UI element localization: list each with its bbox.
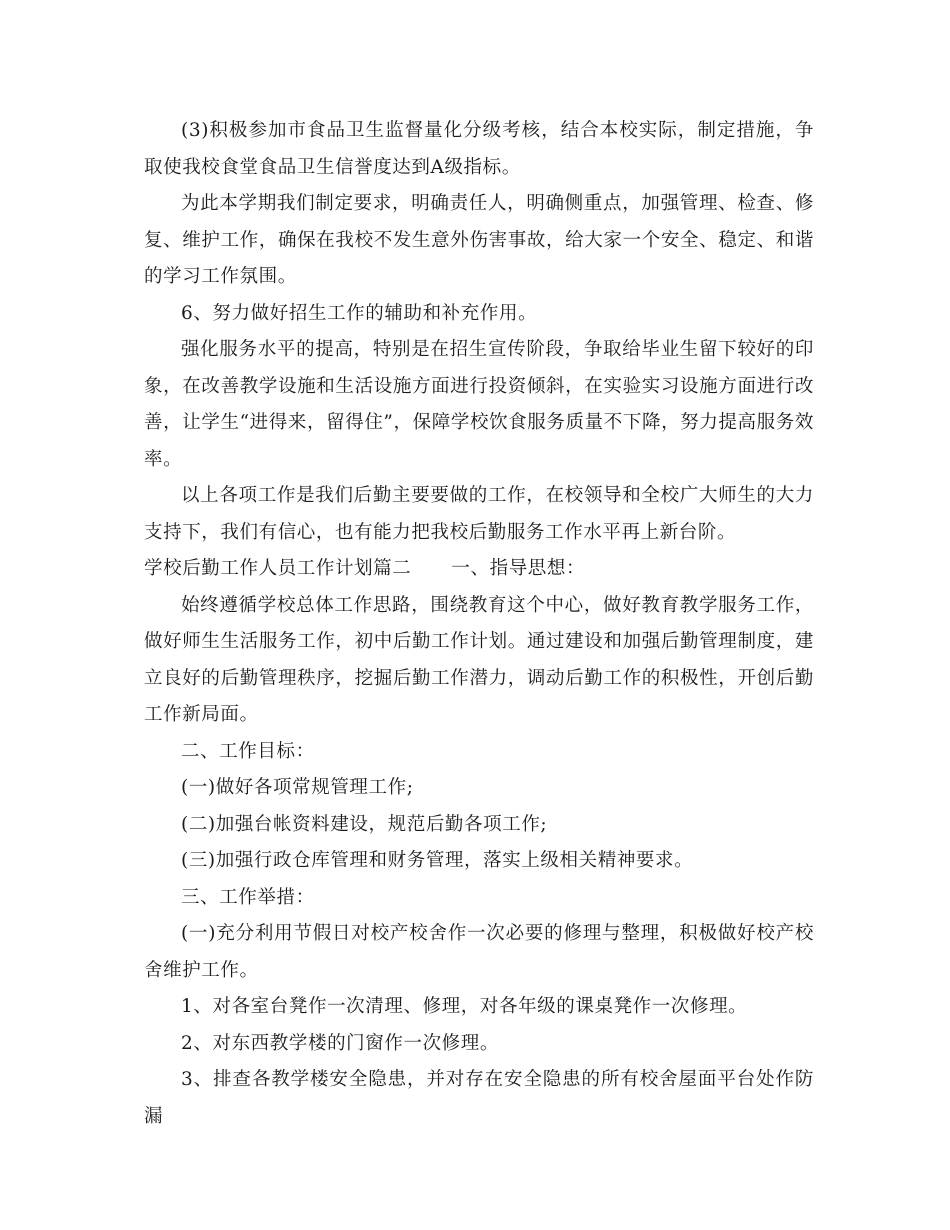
paragraph: 为此本学期我们制定要求，明确责任人，明确侧重点，加强管理、检查、修复、维护工作，确保在我校不发生意外伤害事故，给大家一个安全、稳定、和谐的学习工作氛围。 [144, 193, 814, 287]
paragraph: (一)充分利用节假日对校产校舍作一次必要的修理与整理，积极做好校产校舍维护工作。 [144, 923, 814, 981]
list-item: 3、排查各教学楼安全隐患，并对存在安全隐患的所有校舍屋面平台处作防漏 [144, 1069, 814, 1127]
paragraph: 以上各项工作是我们后勤主要要做的工作，在校领导和全校广大师生的大力支持下，我们有信心，也有能力把我校后勤服务工作水平再上新台阶。 [144, 485, 814, 543]
section-heading: 一、指导思想： [451, 558, 586, 579]
heading-goals: 二、工作目标： [181, 740, 315, 762]
paragraph: 6、努力做好招生工作的辅助和补充作用。 [181, 302, 538, 324]
list-item: 1、对各室台凳作一次清理、修理，对各年级的课桌凳作一次修理。 [181, 996, 748, 1017]
paragraph: 始终遵循学校总体工作思路，围绕教育这个中心，做好教育教学服务工作，做好师生生活服务工作，初中后勤工作计划。通过建设和加强后勤管理制度，建立良好的后勤管理秩序，挖掘后勤工作潜力，调动后勤工作的积极性，开创后勤工作新局面。 [144, 594, 814, 725]
paragraph: (3)积极参加市食品卫生监督量化分级考核，结合本校实际，制定措施，争取使我校食堂食品卫生信誉度达到A级指标。 [144, 120, 814, 178]
list-item: (二)加强台帐资料建设，规范后勤各项工作; [181, 813, 548, 835]
section-title: 学校后勤工作人员工作计划篇二 [144, 558, 412, 579]
list-item: (一)做好各项常规管理工作; [181, 777, 414, 798]
section-title-line [144, 551, 814, 588]
document-body [144, 113, 814, 1135]
list-item: (三)加强行政仓库管理和财务管理，落实上级相关精神要求。 [181, 850, 694, 871]
heading-measures: 三、工作举措： [181, 886, 315, 908]
paragraph: 强化服务水平的提高，特别是在招生宣传阶段，争取给毕业生留下较好的印象，在改善教学设施和生活设施方面进行投资倾斜，在实验实习设施方面进行改善，让学生“进得来，留得住”，保障学校饮食服务质量不下降，努力提高服务效率。 [144, 339, 814, 470]
list-item: 2、对东西教学楼的门窗作一次修理。 [181, 1032, 499, 1054]
